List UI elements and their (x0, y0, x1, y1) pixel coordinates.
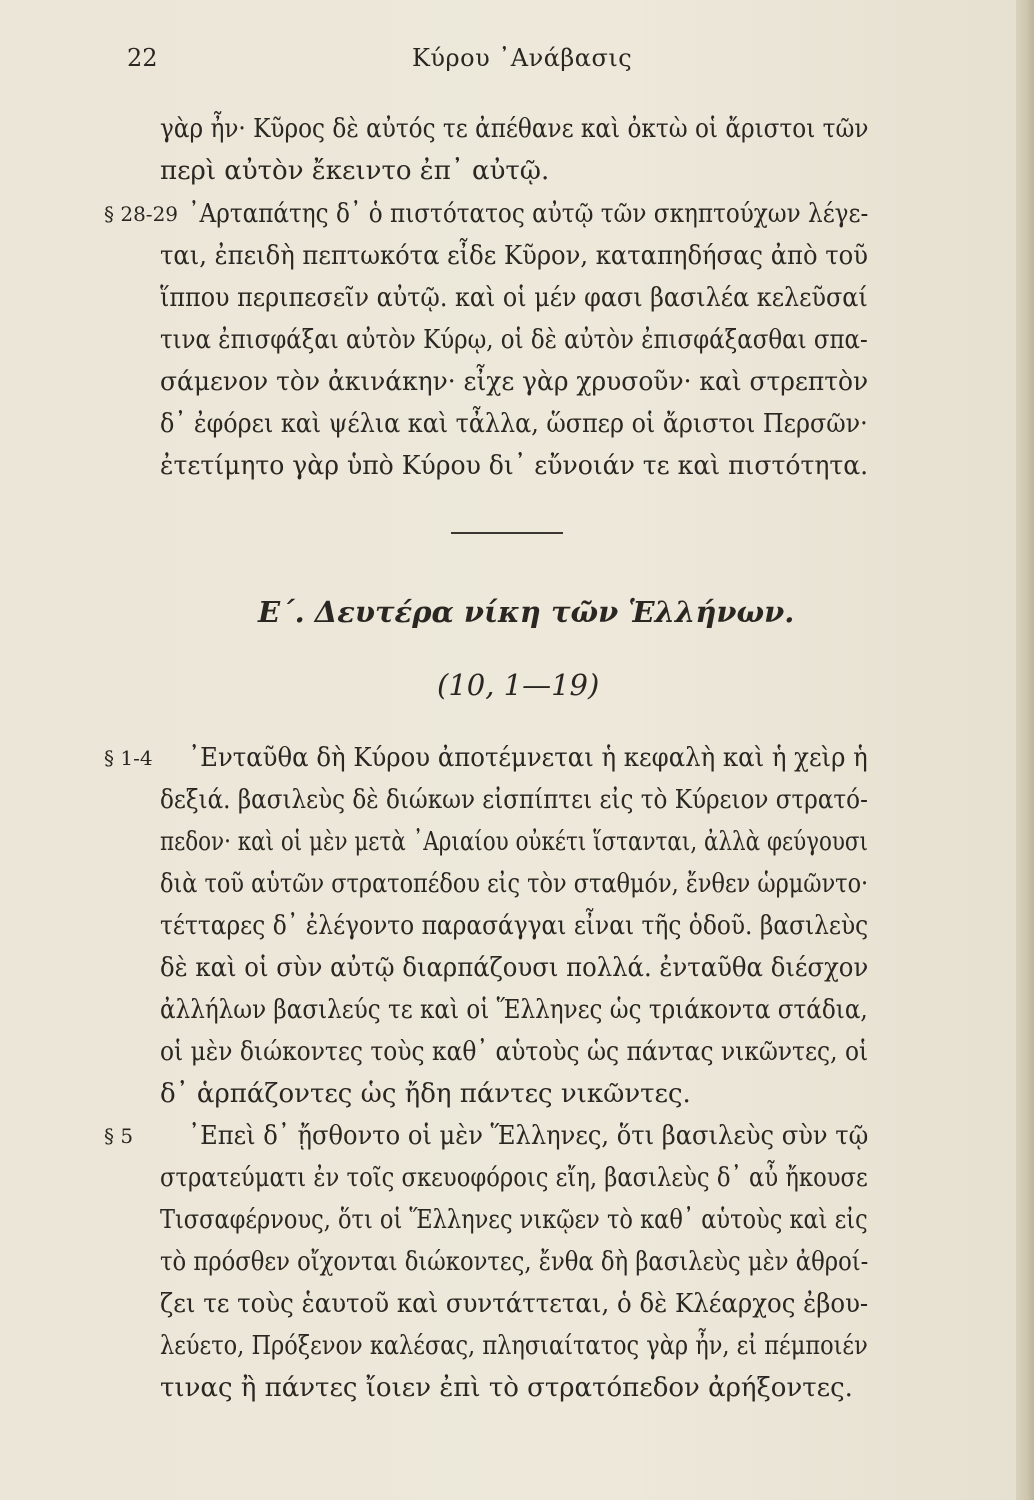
text-line: περὶ αὐτὸν ἔκειντο ἐπ᾿ αὐτῷ. (160, 156, 550, 186)
running-title: Κύρου ᾿Ανάβασις (412, 44, 633, 72)
text-line: δ᾿ ἐφόρει καὶ ψέλια καὶ τἆλλα, ὥσπερ οἱ ἄριστοι Περσῶν· (160, 409, 868, 439)
text-line: Τισσαφέρνους, ὅτι οἱ Ἕλληνες νικῷεν τὸ καθ᾿ αὑτοὺς καὶ εἰς (160, 1205, 868, 1235)
margin-reference: § 28-29 (104, 202, 179, 226)
text-line: τὸ πρόσθεν οἴχονται διώκοντες, ἔνθα δὴ βασιλεὺς μὲν ἀθροί- (160, 1247, 869, 1277)
text-line: στρατεύματι ἐν τοῖς σκευοφόροις εἴη, βασιλεὺς δ᾿ αὖ ἤκουσε (160, 1163, 868, 1193)
margin-reference: § 1-4 (104, 746, 153, 770)
margin-reference: § 5 (104, 1124, 134, 1148)
text-line: ζει τε τοὺς ἑαυτοῦ καὶ συντάττεται, ὁ δὲ Κλέαρχος ἐβου- (160, 1289, 869, 1319)
text-line: ἐτετίμητο γὰρ ὑπὸ Κύρου δι᾿ εὔνοιάν τε καὶ πιστότητα. (160, 451, 869, 481)
chapter-title: Ε΄. Δευτέρα νίκη τῶν Ἑλλήνων. (258, 595, 795, 629)
text-line: ἵππου περιπεσεῖν αὐτῷ. καὶ οἱ μέν φασι βασιλέα κελεῦσαί (160, 283, 868, 313)
text-line: ᾿Επεὶ δ᾿ ᾔσθοντο οἱ μὲν Ἕλληνες, ὅτι βασιλεὺς σὺν τῷ (188, 1121, 869, 1151)
text-line: τινας ἢ πάντες ἴοιεν ἐπὶ τὸ στρατόπεδον ἀρήξοντες. (160, 1373, 853, 1403)
text-line: ἀλλήλων βασιλεύς τε καὶ οἱ Ἕλληνες ὡς τριάκοντα στάδια, (160, 995, 868, 1025)
text-line: δ᾿ ἁρπάζοντες ὡς ἤδη πάντες νικῶντες. (160, 1079, 691, 1109)
text-line: γὰρ ἦν· Κῦρος δὲ αὐτός τε ἀπέθανε καὶ ὀκτὼ οἱ ἄριστοι τῶν (160, 114, 869, 144)
page-binding-edge (1016, 0, 1034, 1500)
text-line: ται, ἐπειδὴ πεπτωκότα εἶδε Κῦρον, καταπηδήσας ἀπὸ τοῦ (160, 241, 868, 271)
text-line: λεύετο, Πρόξενον καλέσας, πλησιαίτατος γὰρ ἦν, εἰ πέμποιέν (160, 1331, 868, 1361)
text-line: διὰ τοῦ αὑτῶν στρατοπέδου εἰς τὸν σταθμόν, ἔνθεν ὡρμῶντο· (160, 869, 869, 899)
section-divider (451, 532, 563, 534)
text-line: τέτταρες δ᾿ ἐλέγοντο παρασάγγαι εἶναι τῆς ὁδοῦ. βασιλεὺς (160, 911, 869, 941)
text-line: πεδον· καὶ οἱ μὲν μετὰ ᾿Αριαίου οὐκέτι ἵστανται, ἀλλὰ φεύγουσι (160, 827, 868, 857)
text-line: σάμενον τὸν ἀκινάκην· εἶχε γὰρ χρυσοῦν· καὶ στρεπτὸν (160, 367, 869, 397)
text-line: δεξιά. βασιλεὺς δὲ διώκων εἰσπίπτει εἰς τὸ Κύρειον στρατό- (160, 785, 868, 815)
chapter-reference: (10, 1—19) (437, 668, 600, 702)
text-line: ᾿Ενταῦθα δὴ Κύρου ἀποτέμνεται ἡ κεφαλὴ καὶ ἡ χεὶρ ἡ (188, 743, 868, 773)
text-line: δὲ καὶ οἱ σὺν αὐτῷ διαρπάζουσι πολλά. ἐνταῦθα διέσχον (160, 953, 869, 983)
page-number: 22 (127, 44, 158, 72)
text-line: ᾿Αρταπάτης δ᾿ ὁ πιστότατος αὐτῷ τῶν σκηπτούχων λέγε- (188, 199, 869, 229)
running-head (0, 44, 1000, 84)
text-line: οἱ μὲν διώκοντες τοὺς καθ᾿ αὑτοὺς ὡς πάντας νικῶντες, οἱ (160, 1037, 869, 1067)
text-line: τινα ἐπισφάξαι αὐτὸν Κύρῳ, οἱ δὲ αὐτὸν ἐπισφάξασθαι σπα- (160, 325, 868, 355)
